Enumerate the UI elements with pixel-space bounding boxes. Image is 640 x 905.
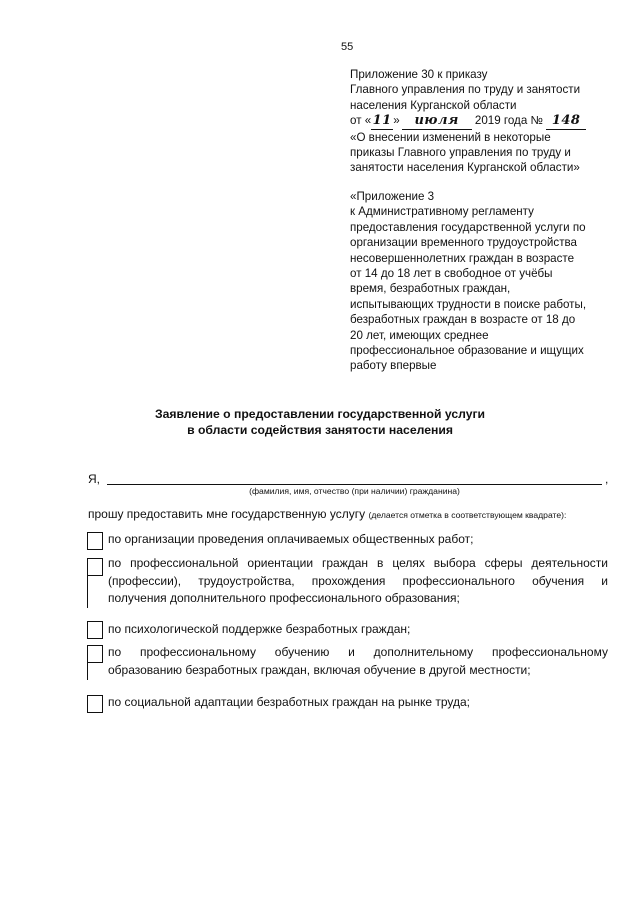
- order-prefix: от «: [350, 114, 372, 128]
- appendix-3-line: испытывающих трудности в поиске работы,: [350, 297, 587, 311]
- document-title: [60, 406, 580, 438]
- request-line: [88, 507, 566, 521]
- option-checkbox-career-guidance[interactable]: [87, 558, 103, 576]
- option-bracket: [87, 576, 88, 608]
- option-line: по социальной адаптации безработных граждан на рынке труда;: [108, 695, 471, 709]
- option-line: по профессиональной ориентации граждан в целях выбора сферы деятельности: [108, 556, 608, 570]
- option-checkbox-social-adaptation[interactable]: [87, 695, 103, 713]
- option-bracket: [87, 663, 88, 680]
- option-social-adaptation: [108, 694, 470, 712]
- page-number: 55: [341, 41, 354, 53]
- appendix-3-line: предоставления государственной услуги по: [350, 220, 586, 234]
- order-title-line: «О внесении изменений в некоторые: [350, 130, 551, 144]
- option-career-guidance: [108, 555, 608, 608]
- applicant-name-field[interactable]: [107, 484, 602, 485]
- option-psychological-support: [108, 621, 410, 639]
- option-public-works: [108, 531, 473, 549]
- appendix-3-line: организации временного трудоустройства: [350, 236, 577, 250]
- option-checkbox-public-works[interactable]: [87, 532, 103, 550]
- applicant-prefix: Я,: [88, 472, 100, 486]
- order-title-line: занятости населения Курганской области»: [350, 161, 580, 175]
- order-date-line: [350, 113, 612, 129]
- appendix-3-line: «Приложение 3: [350, 190, 435, 203]
- appendix-line: Приложение 30 к приказу: [350, 68, 488, 81]
- order-day: 11: [372, 113, 392, 129]
- option-checkbox-vocational-training[interactable]: [87, 645, 103, 663]
- option-line: (профессии), трудоустройства, прохождения профессионального обучения и: [108, 573, 608, 588]
- appendix-line: населения Курганской области: [350, 98, 517, 112]
- option-line: по психологической поддержке безработных граждан;: [108, 622, 411, 636]
- request-note: (делается отметка в соответствующем квадрате):: [368, 510, 567, 520]
- order-mid: »: [393, 114, 400, 128]
- order-year: 2019 года №: [474, 114, 543, 128]
- option-line: по организации проведения оплачиваемых общественных работ;: [108, 532, 474, 546]
- option-vocational-training: [108, 644, 608, 679]
- applicant-suffix: ,: [605, 472, 609, 486]
- order-number: 148: [546, 113, 586, 129]
- option-line: по профессиональному обучению и дополнительному профессиональному: [108, 645, 608, 659]
- order-month: июля: [402, 113, 472, 129]
- document-title-line1: Заявление о предоставлении государственной услуги: [154, 407, 486, 421]
- option-line: получения дополнительного профессионального образования;: [108, 591, 460, 605]
- appendix-3-line: к Административному регламенту: [350, 205, 534, 219]
- applicant-name-caption: (фамилия, имя, отчество (при наличии) гражданина): [249, 486, 460, 496]
- order-title-line: приказы Главного управления по труду и: [350, 146, 571, 160]
- appendix-3-line: 20 лет, имеющих среднее: [350, 328, 489, 342]
- option-checkbox-psychological-support[interactable]: [87, 621, 103, 639]
- document-title-line2: в области содействия занятости населения: [187, 423, 453, 437]
- appendix-3-header: [350, 189, 614, 374]
- appendix-3-line: время, безработных граждан,: [350, 282, 511, 296]
- appendix-3-line: безработных граждан в возрасте от 18 до: [350, 313, 576, 327]
- option-line: образованию безработных граждан, включая обучение в другой местности;: [108, 662, 531, 677]
- appendix-line: Главного управления по труду и занятости: [350, 83, 581, 97]
- appendix-3-line: работу впервые: [350, 359, 437, 373]
- appendix-3-line: профессиональное образование и ищущих: [350, 344, 584, 358]
- appendix-3-line: от 14 до 18 лет в свободное от учёбы: [350, 267, 553, 281]
- request-text: прошу предоставить мне государственную услугу: [88, 507, 366, 521]
- appendix-3-line: несовершеннолетних граждан в возрасте: [350, 251, 575, 265]
- appendix-30-header: [350, 67, 612, 176]
